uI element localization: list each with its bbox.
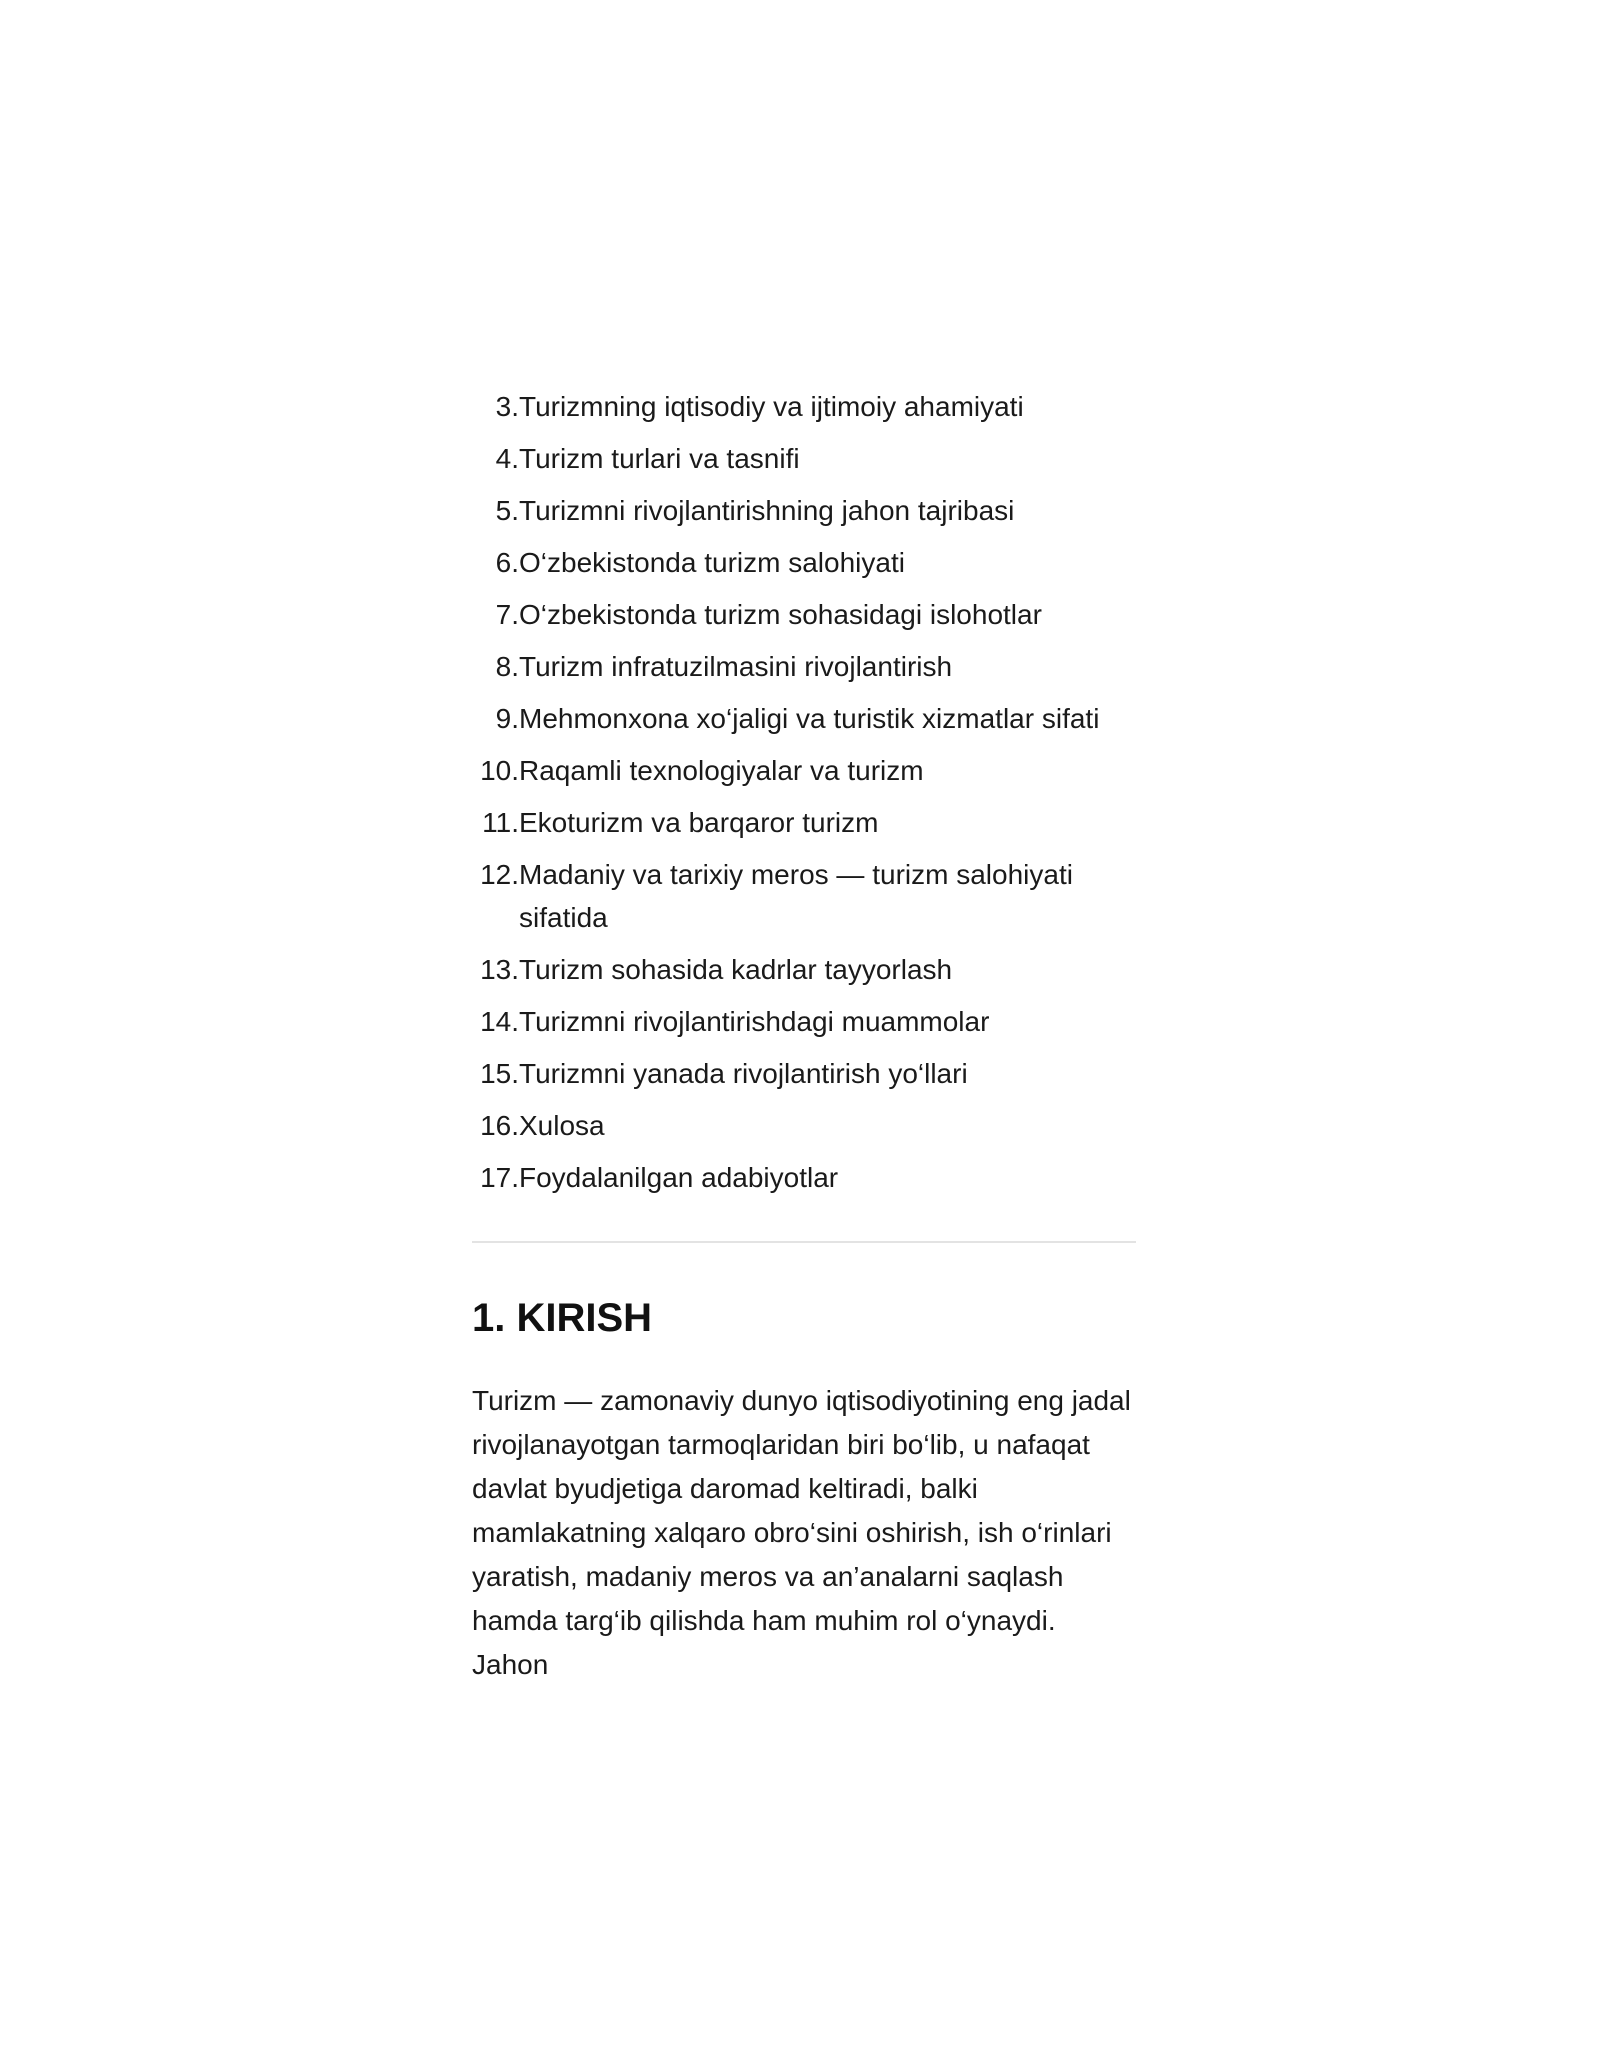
toc-item [472, 1000, 1136, 1043]
toc-item [472, 1052, 1136, 1095]
toc-item-label: Turizmning iqtisodiy va ijtimoiy ahamiyati [519, 391, 1024, 422]
toc-item [472, 645, 1136, 688]
toc-item [472, 1104, 1136, 1147]
toc-item-number: 4. [495, 443, 519, 474]
toc-item [472, 749, 1136, 792]
toc-item-label: Xulosa [519, 1110, 605, 1141]
toc-item-number: 13. [480, 954, 519, 985]
toc-item-label: Turizmni yanada rivojlantirish yo‘llari [519, 1058, 968, 1089]
toc-item [472, 437, 1136, 480]
toc-item-label: O‘zbekistonda turizm sohasidagi islohotlar [519, 599, 1042, 630]
toc-item-label: Raqamli texnologiyalar va turizm [519, 755, 924, 786]
toc-item-label: Turizm sohasida kadrlar tayyorlash [519, 954, 953, 985]
toc-item [472, 489, 1136, 532]
toc-item [472, 948, 1136, 991]
table-of-contents [472, 385, 1136, 1199]
toc-item-label: Ekoturizm va barqaror turizm [519, 807, 879, 838]
toc-item-number: 5. [495, 495, 519, 526]
toc-item-label: Turizm infratuzilmasini rivojlantirish [519, 651, 953, 682]
toc-item-number: 8. [495, 651, 519, 682]
toc-item-label: O‘zbekistonda turizm salohiyati [519, 547, 905, 578]
toc-item-label: Turizmni rivojlantirishdagi muammolar [519, 1006, 990, 1037]
toc-item-number: 17. [480, 1162, 519, 1193]
toc-item-number: 14. [480, 1006, 519, 1037]
section-body-paragraph: Turizm — zamonaviy dunyo iqtisodiyotining eng jadal rivojlanayotgan tarmoqlaridan biri bo‘lib, u nafaqat davlat byudjetiga daromad keltiradi, balki mamlakatning xalqaro obro‘sini oshirish, ish o‘rinlari yaratish, madaniy meros va an’analarni saqlash hamda targ‘ib qilishda ham muhim rol o‘ynaydi. Jahon [472, 1385, 1131, 1680]
toc-item [472, 541, 1136, 584]
toc-item [472, 697, 1136, 740]
toc-item-number: 10. [480, 755, 519, 786]
toc-item [472, 385, 1136, 428]
toc-item-label: Madaniy va tarixiy meros — turizm salohiyati sifatida [519, 859, 1073, 933]
toc-item-number: 11. [482, 807, 519, 838]
toc-item [472, 593, 1136, 636]
toc-item-label: Foydalanilgan adabiyotlar [519, 1162, 839, 1193]
toc-item-number: 9. [495, 703, 519, 734]
toc-item-label: Turizmni rivojlantirishning jahon tajribasi [519, 495, 1015, 526]
toc-item [472, 853, 1136, 939]
toc-item [472, 1156, 1136, 1199]
toc-item-label: Mehmonxona xo‘jaligi va turistik xizmatlar sifati [519, 703, 1100, 734]
toc-item-number: 3. [495, 391, 519, 422]
section-divider [472, 1241, 1136, 1243]
toc-item [472, 801, 1136, 844]
section-heading: 1. KIRISH [472, 1296, 653, 1340]
toc-item-number: 7. [495, 599, 519, 630]
toc-item-number: 12. [480, 859, 519, 890]
document-page [472, 385, 1136, 1687]
toc-item-number: 15. [480, 1058, 519, 1089]
toc-item-number: 16. [480, 1110, 519, 1141]
toc-item-label: Turizm turlari va tasnifi [519, 443, 800, 474]
toc-item-number: 6. [495, 547, 519, 578]
